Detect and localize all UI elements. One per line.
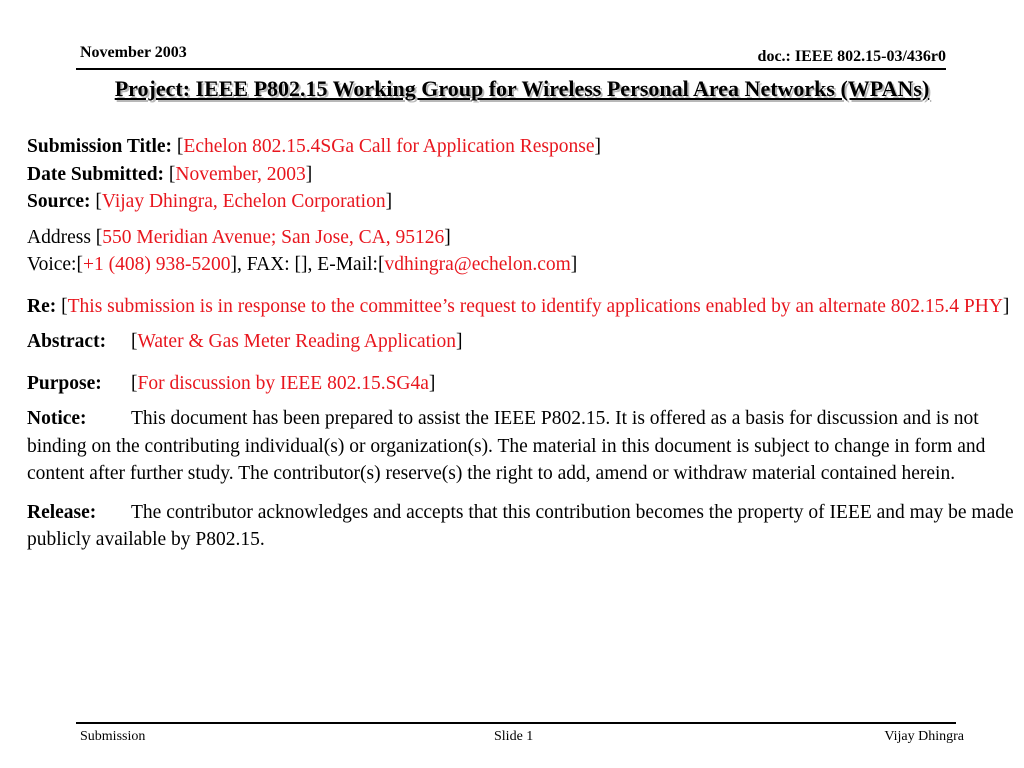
date-submitted-value: November, 2003 — [175, 163, 306, 185]
fax-email-text: ], FAX: [], E-Mail:[ — [230, 254, 385, 275]
voice-label: Voice:[ — [27, 254, 83, 275]
re-line: Re: [This submission is in response to the committee’s request to identify applications enabled by an alternate 802.15.4 PHY] — [27, 295, 1010, 317]
source-value: Vijay Dhingra, Echelon Corporation — [101, 191, 386, 212]
voice-line: Voice:[+1 (408) 938-5200], FAX: [], E-Mail:[vdhingra@echelon.com] — [27, 254, 578, 275]
notice-label: Notice: — [27, 408, 87, 429]
footer-submission: Submission — [80, 729, 146, 744]
notice-text: This document has been prepared to assist the IEEE P802.15. It is offered as a basis for discussion and is not binding on the contributing individual(s) or organization(s). The material in this document is subject to change in form and content after further study. The contributor(s) reserve(s) the right to add, amend or withdraw material contained herein. — [27, 408, 986, 484]
footer-rule — [76, 722, 956, 724]
submission-title-line: Submission Title: [Echelon 802.15.4SGa Call for Application Response] — [27, 136, 601, 157]
submission-title-label: Submission Title: — [27, 136, 173, 157]
header-doc-id: doc.: IEEE 802.15-03/436r0 — [757, 48, 946, 65]
header-rule — [76, 68, 946, 70]
abstract-line: Abstract: [Water & Gas Meter Reading Application] — [27, 328, 1017, 356]
release-paragraph — [27, 499, 1017, 554]
abstract-value: Water & Gas Meter Reading Application — [137, 331, 456, 352]
date-submitted-line: Date Submitted: [November, 2003] — [27, 163, 313, 185]
submission-title-value: Echelon 802.15.4SGa Call for Application Response — [183, 136, 595, 157]
slide-title: Project: IEEE P802.15 Working Group for Wireless Personal Area Networks (WPANs) — [114, 76, 930, 101]
re-label: Re: — [27, 295, 57, 317]
source-label: Source: — [27, 191, 91, 212]
purpose-line: Purpose: [For discussion by IEEE 802.15.SG4a] — [27, 370, 1017, 398]
release-text: The contributor acknowledges and accepts that this contribution becomes the property of IEEE and may be made publicly available by P802.15. — [27, 501, 1014, 550]
source-line: Source: [Vijay Dhingra, Echelon Corporation] — [27, 191, 393, 212]
re-value: This submission is in response to the committee’s request to identify applications enabled by an alternate 802.15.4 PHY — [67, 295, 1003, 317]
notice-paragraph — [27, 405, 1017, 488]
address-line: Address [550 Meridian Avenue; San Jose, CA, 95126] — [27, 226, 451, 248]
release-label: Release: — [27, 501, 97, 523]
email-value: vdhingra@echelon.com — [384, 254, 571, 275]
address-value: 550 Meridian Avenue; San Jose, CA, 95126 — [102, 226, 445, 248]
address-label: Address [ — [27, 226, 103, 248]
purpose-label: Purpose: — [27, 372, 102, 394]
date-submitted-label: Date Submitted: — [27, 163, 165, 185]
footer-author: Vijay Dhingra — [884, 729, 964, 744]
header-date: November 2003 — [80, 44, 187, 61]
purpose-value: For discussion by IEEE 802.15.SG4a — [137, 372, 429, 394]
slide-body — [27, 133, 1017, 554]
voice-value: +1 (408) 938-5200 — [82, 254, 231, 275]
abstract-label: Abstract: — [27, 331, 107, 352]
footer-slide-number: Slide 1 — [494, 729, 534, 744]
